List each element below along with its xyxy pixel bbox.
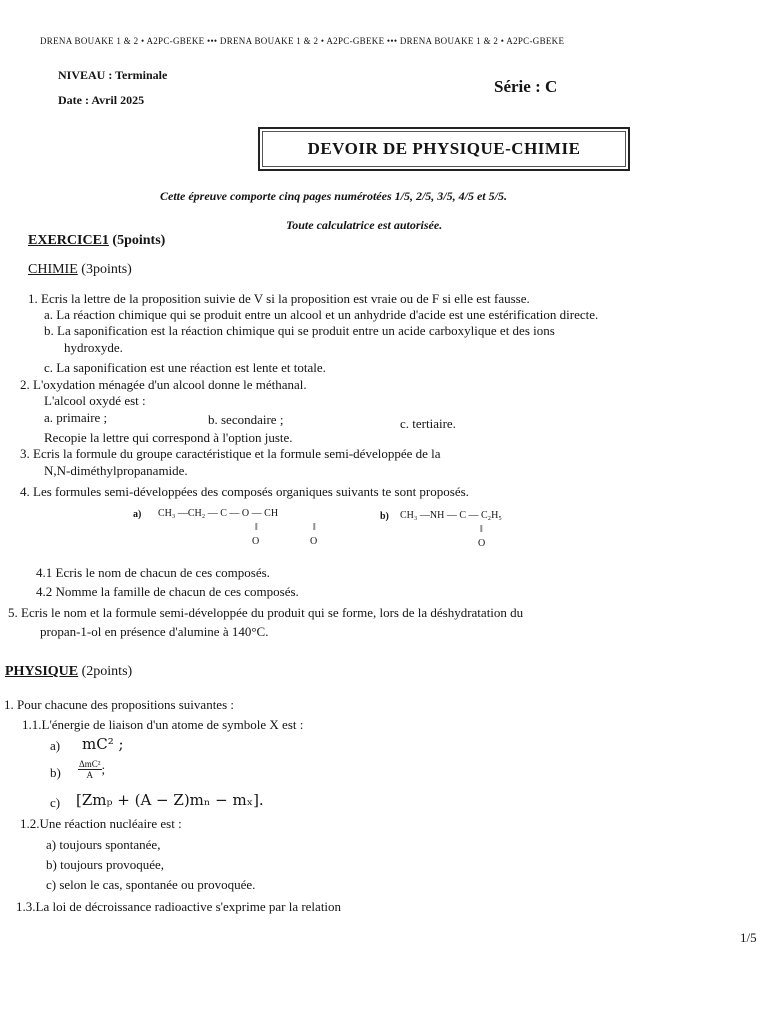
physique-q12b: b) toujours provoquée, <box>46 857 165 872</box>
chimie-q1b: b. La saponification est la réaction chimique qui se produit entre un acide carboxylique et des ions <box>44 323 555 338</box>
formula-b: CH₃ —NH — C — C₂H₅ <box>400 510 502 521</box>
serie-label: Série : C <box>494 77 558 96</box>
physique-q11b-fraction <box>78 759 105 780</box>
physique-q12a: a) toujours spontanée, <box>46 837 161 852</box>
fraction <box>78 759 102 780</box>
physique-q11c-label: c) <box>50 795 61 810</box>
formula-a-double-bond-2: ‖ <box>313 522 316 533</box>
physique-q11b-label: b) <box>50 765 61 780</box>
physique-heading <box>5 664 132 680</box>
chimie-q2: 2. L'oxydation ménagée d'un alcool donne le méthanal. <box>20 377 307 392</box>
physique-title: PHYSIQUE <box>5 664 79 679</box>
physique-q11: 1.1.L'énergie de liaison d'un atome de symbole X est : <box>22 717 304 732</box>
formula-a-oxygen-2: O <box>310 536 318 547</box>
physique-q11a-label: a) <box>50 738 61 753</box>
physique-points: (2points) <box>78 664 133 679</box>
exercice1-points: (5points) <box>108 233 166 248</box>
chimie-q41: 4.1 Ecris le nom de chacun de ces composés. <box>36 565 270 580</box>
intro-calculator: Toute calculatrice est autorisée. <box>286 218 443 232</box>
document-title-text: DEVOIR DE PHYSIQUE-CHIMIE <box>307 139 581 158</box>
page-number: 1/5 <box>740 930 757 945</box>
chimie-title: CHIMIE <box>28 262 78 277</box>
chimie-q1c: c. La saponification est une réaction est lente et totale. <box>44 360 326 375</box>
physique-q11c: [Zmₚ + (A − Z)mₙ − mₓ]. <box>76 791 264 809</box>
niveau-label: NIVEAU : Terminale <box>58 68 168 82</box>
formula-a: CH₃ —CH₂ — C — O — CH <box>158 508 279 519</box>
chimie-q3: 3. Ecris la formule du groupe caractéristique et la formule semi-développée de la <box>20 446 441 461</box>
chimie-q5: 5. Ecris le nom et la formule semi-développée du produit qui se forme, lors de la déshydratation du <box>8 605 524 620</box>
chimie-q2-recopie: Recopie la lettre qui correspond à l'option juste. <box>44 430 293 445</box>
chimie-q1: 1. Ecris la lettre de la proposition suivie de V si la proposition est vraie ou de F si elle est fausse. <box>28 291 530 306</box>
chimie-q1b-cont: hydroxyde. <box>64 340 123 355</box>
formula-b-double-bond: ‖ <box>480 524 483 535</box>
intro-pages: Cette épreuve comporte cinq pages numérotées 1/5, 2/5, 3/5, 4/5 et 5/5. <box>160 189 507 203</box>
formula-a-oxygen-1: O <box>252 536 260 547</box>
physique-q1: 1. Pour chacune des propositions suivantes : <box>4 697 234 712</box>
formula-a-label: a) <box>133 509 142 520</box>
fraction-numerator: ΔmC² <box>79 759 101 769</box>
chimie-q5-cont: propan-1-ol en présence d'alumine à 140°C. <box>40 624 269 639</box>
chimie-q2-option-b: b. secondaire ; <box>208 412 284 427</box>
chimie-q4: 4. Les formules semi-développées des composés organiques suivants te sont proposés. <box>20 484 469 499</box>
physique-q11a: mC² ; <box>82 735 124 753</box>
exercice1-title: EXERCICE1 <box>28 233 109 248</box>
header-line: DRENA BOUAKE 1 & 2 • A2PC-GBEKE ••• DRENA BOUAKE 1 & 2 • A2PC-GBEKE ••• DRENA BOUAKE 1 & 2 • A2PC-GBEKE <box>40 36 565 46</box>
fraction-denominator: A <box>86 770 93 780</box>
chimie-q2-option-a: a. primaire ; <box>44 410 108 425</box>
chimie-heading <box>28 262 132 278</box>
fraction-end: ; <box>101 761 106 777</box>
physique-q12c: c) selon le cas, spontanée ou provoquée. <box>46 877 256 892</box>
exercice1-heading <box>28 233 165 249</box>
formula-a-double-bond-1: ‖ <box>255 522 258 533</box>
document-title <box>258 127 630 171</box>
chimie-q1a: a. La réaction chimique qui se produit entre un alcool et un anhydride d'acide est une estérification directe. <box>44 307 599 322</box>
chimie-points: (3points) <box>77 262 132 277</box>
formula-b-label: b) <box>380 511 389 522</box>
chimie-q42: 4.2 Nomme la famille de chacun de ces composés. <box>36 584 299 599</box>
chimie-q3-cont: N,N-diméthylpropanamide. <box>44 463 188 478</box>
date-label: Date : Avril 2025 <box>58 93 145 107</box>
chimie-q2-option-c: c. tertiaire. <box>400 416 456 431</box>
formula-b-oxygen: O <box>478 538 486 549</box>
physique-q12: 1.2.Une réaction nucléaire est : <box>20 816 182 831</box>
physique-q13: 1.3.La loi de décroissance radioactive s'exprime par la relation <box>16 899 342 914</box>
chimie-q2b: L'alcool oxydé est : <box>44 393 146 408</box>
